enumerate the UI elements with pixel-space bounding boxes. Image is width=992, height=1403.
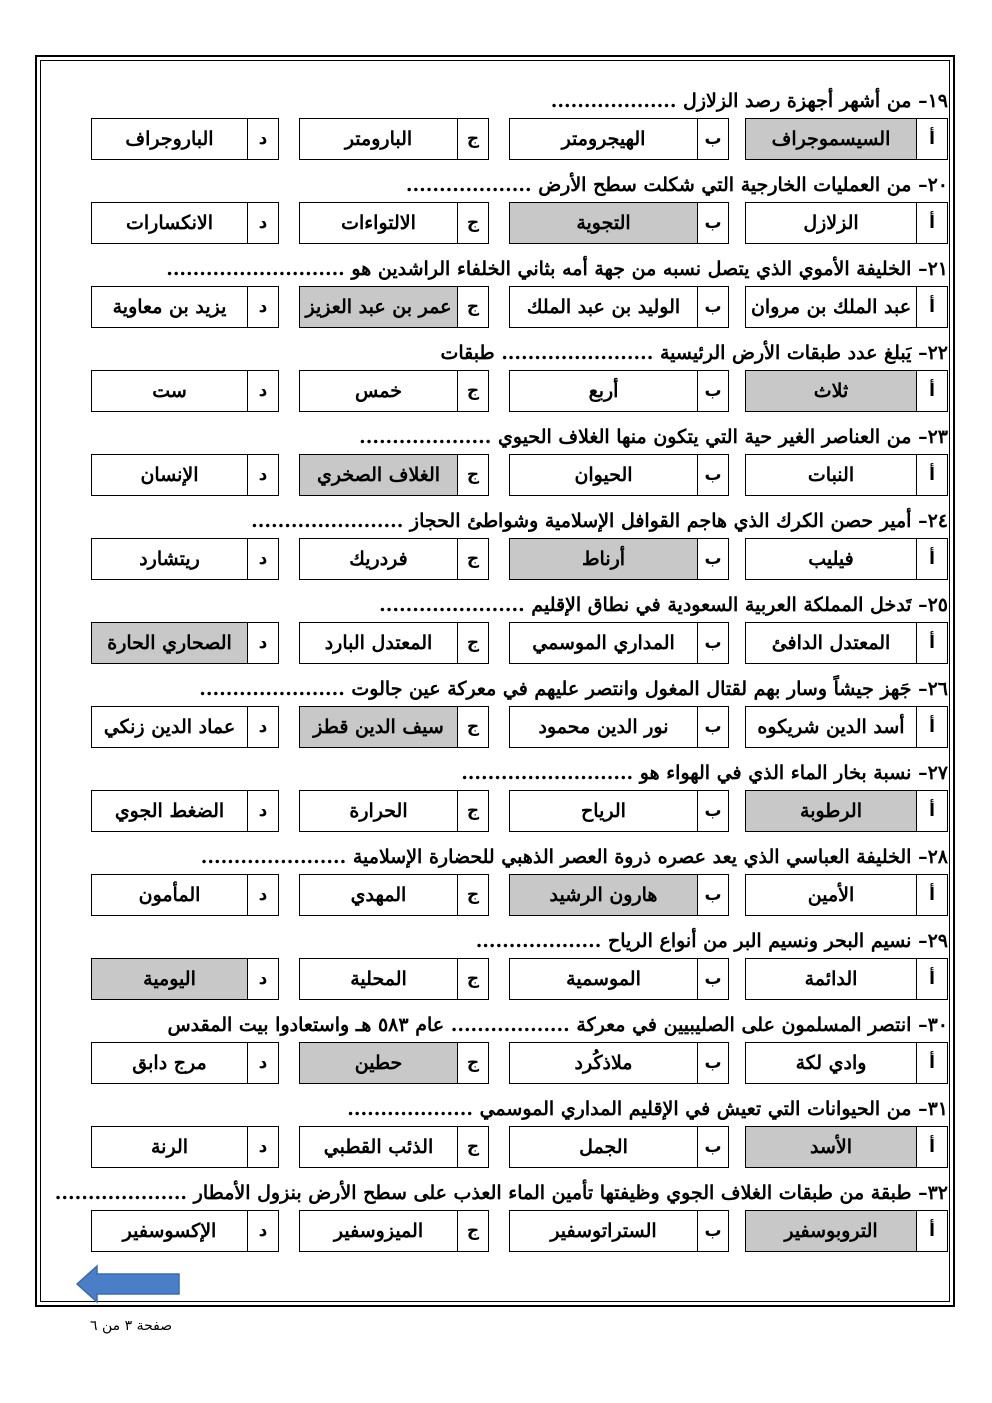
option-text: الصحاري الحارة	[92, 623, 247, 663]
option-text: النبات	[807, 464, 855, 486]
option-letter: ج	[457, 1211, 488, 1251]
answer-option[interactable]	[299, 1042, 489, 1084]
question-text: جَهز جيشاً وسار بهم لقتال المغول وانتصر عليهم في معركة عين جالوت ......................	[199, 678, 912, 700]
option-text: أرناط	[510, 539, 697, 579]
question-number: ٢٥–	[918, 594, 948, 616]
option-letter: د	[247, 623, 278, 663]
option-letter: ب	[697, 707, 728, 747]
option-text: السيسموجراف	[746, 119, 916, 159]
question-text: طبقة من طبقات الغلاف الجوي وظيفتها تأمين الماء العذب على سطح الأرض بنزول الأمطار ....................	[54, 1182, 912, 1204]
question-text: نسبة بخار الماء الذي في الهواء هو ..........................	[461, 762, 912, 784]
answer-option[interactable]	[91, 1042, 279, 1084]
option-letter: ج	[457, 791, 488, 831]
option-letter: ج	[457, 875, 488, 915]
question-line	[359, 422, 948, 452]
question-number: ٣٠–	[918, 1014, 948, 1036]
answer-option[interactable]	[299, 706, 489, 748]
option-letter: د	[247, 1127, 278, 1167]
question-item	[48, 166, 948, 250]
question-text: تَدخل المملكة العربية السعودية في نطاق الإقليم ......................	[379, 594, 912, 616]
answer-option[interactable]	[509, 202, 729, 244]
question-item	[48, 1174, 948, 1258]
option-text: الجمل	[579, 1136, 628, 1158]
option-letter: د	[247, 1043, 278, 1083]
option-letter: د	[247, 203, 278, 243]
question-line	[440, 338, 948, 368]
answer-option[interactable]	[509, 1210, 729, 1252]
option-letter: أ	[916, 707, 947, 747]
answer-option[interactable]	[745, 118, 948, 160]
option-letter: د	[247, 959, 278, 999]
question-line	[167, 1010, 948, 1040]
question-line	[476, 926, 948, 956]
option-letter: أ	[916, 623, 947, 663]
question-number: ٢٢–	[918, 342, 948, 364]
question-text: من العمليات الخارجية التي شكلت سطح الأرض ...................	[405, 174, 912, 196]
option-text: يزيد بن معاوية	[112, 296, 227, 318]
question-item	[48, 1006, 948, 1090]
option-text: الإنسان	[140, 464, 199, 486]
option-letter: ج	[457, 203, 488, 243]
question-item	[48, 670, 948, 754]
answer-option[interactable]	[509, 1042, 729, 1084]
option-text: المحلية	[350, 968, 407, 990]
answer-option[interactable]	[91, 454, 279, 496]
question-line	[201, 842, 948, 872]
option-text: ثلاث	[746, 371, 916, 411]
answer-option[interactable]	[91, 622, 279, 664]
answer-option[interactable]	[509, 286, 729, 328]
option-letter: ب	[697, 539, 728, 579]
option-text: عمر بن عبد العزيز	[300, 287, 457, 327]
option-text: الالتواءات	[341, 212, 416, 234]
option-text: حطين	[300, 1043, 457, 1083]
answer-option[interactable]	[745, 538, 948, 580]
answer-option[interactable]	[91, 958, 279, 1000]
answer-option[interactable]	[745, 622, 948, 664]
option-text: الإكسوسفير	[122, 1220, 217, 1242]
option-letter: ب	[697, 119, 728, 159]
option-text: الانكسارات	[126, 212, 213, 234]
option-letter: ج	[457, 623, 488, 663]
question-number: ٢٩–	[918, 930, 948, 952]
answer-option[interactable]	[299, 118, 489, 160]
option-letter: د	[247, 455, 278, 495]
option-letter: ب	[697, 1127, 728, 1167]
option-text: الستراتوسفير	[550, 1220, 657, 1242]
answer-option[interactable]	[745, 370, 948, 412]
question-line	[166, 254, 948, 284]
question-line	[406, 170, 948, 200]
question-item	[48, 334, 948, 418]
option-letter: د	[247, 539, 278, 579]
question-item	[48, 82, 948, 166]
option-letter: د	[247, 119, 278, 159]
answer-option[interactable]	[745, 1042, 948, 1084]
option-text: المعتدل الدافئ	[771, 632, 891, 654]
option-letter: أ	[916, 119, 947, 159]
option-letter: ج	[457, 455, 488, 495]
question-line	[347, 1094, 948, 1124]
answer-option[interactable]	[745, 958, 948, 1000]
question-line	[251, 506, 948, 536]
answer-option[interactable]	[509, 706, 729, 748]
answer-option[interactable]	[91, 1126, 279, 1168]
answer-option[interactable]	[91, 370, 279, 412]
option-letter: أ	[916, 287, 947, 327]
option-letter: أ	[916, 203, 947, 243]
question-text: انتصر المسلمون على الصليبيين في معركة .................. عام ٥٨٣ هـ واستعادوا بيت المقدس	[167, 1014, 912, 1036]
answer-option[interactable]	[91, 286, 279, 328]
option-letter: ب	[697, 371, 728, 411]
option-text: ريتشارد	[139, 548, 200, 570]
option-letter: ج	[457, 1043, 488, 1083]
question-text: يَبلغ عدد طبقات الأرض الرئيسية ....................... طبقات	[440, 342, 912, 364]
option-letter: ج	[457, 959, 488, 999]
option-letter: أ	[916, 371, 947, 411]
option-text: الحيوان	[574, 464, 633, 486]
answer-option[interactable]	[509, 958, 729, 1000]
answer-option[interactable]	[745, 874, 948, 916]
answer-option[interactable]	[509, 874, 729, 916]
option-letter: ب	[697, 203, 728, 243]
option-text: ملاذكُرد	[574, 1052, 633, 1074]
option-text: الأمين	[807, 884, 855, 906]
option-text: هارون الرشيد	[510, 875, 697, 915]
question-number: ٢٧–	[918, 762, 948, 784]
option-text: الوليد بن عبد الملك	[526, 296, 681, 318]
answer-option[interactable]	[299, 454, 489, 496]
option-text: المهدي	[350, 884, 407, 906]
question-number: ٢٠–	[918, 174, 948, 196]
question-line	[199, 674, 948, 704]
option-text: عبد الملك بن مروان	[750, 296, 912, 318]
option-letter: د	[247, 791, 278, 831]
option-letter: د	[247, 287, 278, 327]
answer-option[interactable]	[91, 706, 279, 748]
answer-option[interactable]	[745, 1210, 948, 1252]
option-letter: أ	[916, 1043, 947, 1083]
option-letter: أ	[916, 791, 947, 831]
option-letter: ب	[697, 959, 728, 999]
option-text: الذئب القطبي	[323, 1136, 434, 1158]
option-text: الميزوسفير	[333, 1220, 424, 1242]
option-letter: أ	[916, 539, 947, 579]
option-text: أسد الدين شريكوه	[757, 716, 905, 738]
question-number: ٣٢–	[918, 1182, 948, 1204]
option-letter: ب	[697, 623, 728, 663]
question-number: ٣١–	[918, 1098, 948, 1120]
option-text: فيليب	[808, 548, 854, 570]
question-item	[48, 250, 948, 334]
option-text: اليومية	[92, 959, 247, 999]
option-letter: د	[247, 707, 278, 747]
option-text: البارومتر	[344, 128, 413, 150]
option-text: الحرارة	[349, 800, 408, 822]
answer-option[interactable]	[91, 118, 279, 160]
option-text: الضغط الجوي	[114, 800, 225, 822]
question-number: ٢٦–	[918, 678, 948, 700]
question-item	[48, 586, 948, 670]
option-text: المداري الموسمي	[532, 632, 675, 654]
option-text: المعتدل البارد	[324, 632, 433, 654]
question-number: ١٩–	[918, 90, 948, 112]
option-letter: ج	[457, 1127, 488, 1167]
question-item	[48, 838, 948, 922]
option-letter: ج	[457, 539, 488, 579]
option-text: الهيجرومتر	[561, 128, 646, 150]
answer-option[interactable]	[91, 1210, 279, 1252]
answer-option[interactable]	[509, 454, 729, 496]
answer-option[interactable]	[91, 790, 279, 832]
option-letter: ج	[457, 119, 488, 159]
answer-option[interactable]	[509, 118, 729, 160]
answer-option[interactable]	[745, 1126, 948, 1168]
option-letter: ب	[697, 1211, 728, 1251]
answer-option[interactable]	[509, 1126, 729, 1168]
question-number: ٢٣–	[918, 426, 948, 448]
option-text: الزلازل	[803, 212, 859, 234]
option-text: أربع	[588, 380, 619, 402]
option-text: الموسمية	[566, 968, 641, 990]
option-letter: ب	[697, 875, 728, 915]
option-letter: أ	[916, 1211, 947, 1251]
question-number: ٢٨–	[918, 846, 948, 868]
option-text: المأمون	[138, 884, 201, 906]
option-letter: أ	[916, 455, 947, 495]
option-letter: ب	[697, 1043, 728, 1083]
option-letter: أ	[916, 875, 947, 915]
question-line	[551, 86, 948, 116]
option-text: التروبوسفير	[746, 1211, 916, 1251]
back-arrow-icon[interactable]	[75, 1264, 183, 1304]
option-text: خمس	[355, 380, 402, 402]
option-letter: د	[247, 875, 278, 915]
questions-list	[48, 82, 948, 1258]
question-item	[48, 1090, 948, 1174]
option-text: سيف الدين قطز	[300, 707, 457, 747]
option-text: الأسد	[746, 1127, 916, 1167]
answer-option[interactable]	[91, 874, 279, 916]
answer-option[interactable]	[91, 538, 279, 580]
option-text: وادي لكة	[795, 1052, 867, 1074]
option-text: مرج دابق	[132, 1052, 207, 1074]
answer-option[interactable]	[509, 538, 729, 580]
option-text: الدائمة	[804, 968, 858, 990]
option-text: فردريك	[349, 548, 408, 570]
answer-option[interactable]	[299, 958, 489, 1000]
answer-option[interactable]	[299, 370, 489, 412]
answer-option[interactable]	[299, 1126, 489, 1168]
option-letter: أ	[916, 1127, 947, 1167]
answer-option[interactable]	[299, 790, 489, 832]
option-letter: ج	[457, 287, 488, 327]
option-letter: ب	[697, 455, 728, 495]
option-text: ست	[152, 380, 187, 402]
option-letter: ب	[697, 791, 728, 831]
page-number: صفحة ٣ من ٦	[90, 1318, 173, 1334]
option-letter: أ	[916, 959, 947, 999]
question-text: من العناصر الغير حية التي يتكون منها الغلاف الحيوي ....................	[359, 426, 912, 448]
answer-option[interactable]	[745, 286, 948, 328]
question-line	[55, 1178, 948, 1208]
question-text: من أشهر أجهزة رصد الزلازل ...................	[550, 90, 912, 112]
option-text: الرنة	[150, 1136, 189, 1158]
answer-option[interactable]	[299, 874, 489, 916]
option-text: نور الدين محمود	[538, 716, 669, 738]
question-text: نسيم البحر ونسيم البر من أنواع الرياح ...................	[475, 930, 912, 952]
option-letter: ج	[457, 371, 488, 411]
answer-option[interactable]	[509, 622, 729, 664]
option-text: الرياح	[581, 800, 626, 822]
question-text: الخليفة العباسي الذي يعد عصره ذروة العصر الذهبي للحضارة الإسلامية ......................	[200, 846, 912, 868]
question-number: ٢١–	[918, 258, 948, 280]
question-item	[48, 922, 948, 1006]
answer-option[interactable]	[745, 454, 948, 496]
option-text: الباروجراف	[125, 128, 214, 150]
option-letter: د	[247, 1211, 278, 1251]
answer-option[interactable]	[299, 286, 489, 328]
option-text: التجوية	[510, 203, 697, 243]
question-line	[461, 758, 948, 788]
answer-option[interactable]	[299, 1210, 489, 1252]
answer-option[interactable]	[745, 202, 948, 244]
option-letter: ج	[457, 707, 488, 747]
question-number: ٢٤–	[918, 510, 948, 532]
answer-option[interactable]	[509, 370, 729, 412]
answer-option[interactable]	[509, 790, 729, 832]
question-item	[48, 418, 948, 502]
option-text: الغلاف الصخري	[300, 455, 457, 495]
option-letter: د	[247, 371, 278, 411]
answer-option[interactable]	[299, 622, 489, 664]
question-line	[379, 590, 948, 620]
answer-option[interactable]	[745, 790, 948, 832]
question-text: الخليفة الأموي الذي يتصل نسبه من جهة أمه بثاني الخلفاء الراشدين هو ...........................	[166, 258, 912, 280]
question-text: من الحيوانات التي تعيش في الإقليم المداري الموسمي ...................	[347, 1098, 912, 1120]
question-text: أمير حصن الكرك الذي هاجم القوافل الإسلامية وشواطئ الحجاز .......................	[251, 510, 912, 532]
answer-option[interactable]	[91, 202, 279, 244]
answer-option[interactable]	[745, 706, 948, 748]
option-text: عماد الدين زنكي	[103, 716, 236, 738]
option-letter: ب	[697, 287, 728, 327]
answer-option[interactable]	[299, 202, 489, 244]
question-item	[48, 502, 948, 586]
answer-option[interactable]	[299, 538, 489, 580]
question-item	[48, 754, 948, 838]
option-text: الرطوبة	[746, 791, 916, 831]
